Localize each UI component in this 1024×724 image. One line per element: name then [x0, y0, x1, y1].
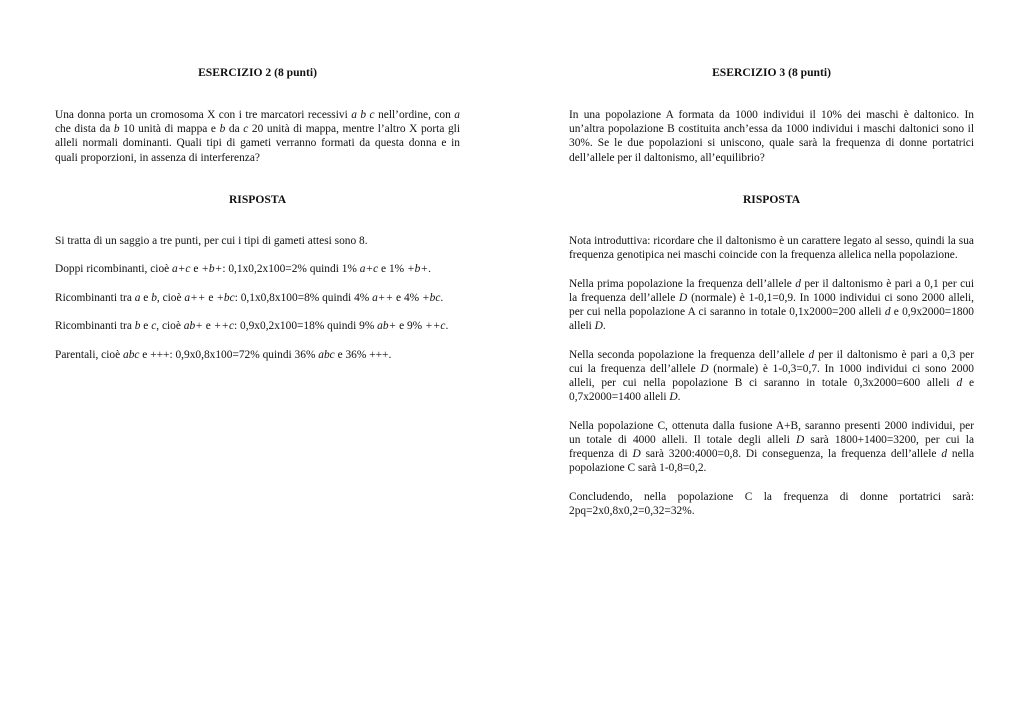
italic-term: a: [454, 109, 460, 121]
exercise-3-question: [569, 108, 974, 165]
exercise-3-heading: ESERCIZIO 3 (8 punti): [712, 66, 831, 79]
italic-term: D: [796, 433, 805, 446]
italic-term: d: [795, 277, 801, 290]
exercise-2-answer-p4: Ricombinanti tra b e c, cioè ab+ e ++c: 0,9x0,2x100=18% quindi 9% ab+ e 9% ++c.: [55, 320, 449, 333]
italic-term: ++c: [425, 320, 446, 333]
exercise-3-answer-p4: Nella popolazione C, ottenuta dalla fusione A+B, saranno presenti 2000 individui, per un totale di 4000 alleli. Il totale degli alleli D sarà 1800+1400=3200, per cui la frequenza di D sarà 3200:4000=0,8. Di conseguenza, la frequenza dell’allele d nella popolazione C sarà 1-0,8=0,2.: [569, 419, 975, 475]
exercise-3-answer-heading: RISPOSTA: [742, 193, 801, 206]
italic-term: +b+: [406, 263, 429, 276]
exercise-2-answer: [55, 234, 460, 362]
exercise-3-answer-p2: Nella prima popolazione la frequenza dell’allele d per il daltonismo è pari a 0,1 per cui la frequenza dell’allele D (normale) è 1-0,1=0,9. In 1000 individui ci sono 2000 alleli, per cui nella popolazione A ci saranno in totale 0,1x2000=200 alleli d e 0,9x2000=1800 alleli D.: [569, 277, 974, 333]
exercise-3-question-text: In una popolazione A formata da 1000 individui il 10% dei maschi è daltonico. In un’altra popolazione B costituita anch’essa da 1000 individui i maschi daltonici sono il 30%. Se le due popolazioni si uniscono, quale sarà la frequenza di donne portatrici dell’allele per il daltonismo, all’equilibrio?: [569, 109, 974, 164]
italic-term: c: [243, 123, 249, 136]
exercise-2-question: [55, 108, 460, 165]
italic-term: ab+: [183, 320, 203, 333]
italic-term: b: [151, 291, 157, 304]
italic-term: a: [134, 291, 141, 304]
italic-term: b: [113, 123, 120, 136]
italic-term: c: [151, 320, 157, 333]
italic-term: D: [669, 391, 678, 404]
italic-term: +bc: [216, 291, 235, 304]
exercise-2-heading: ESERCIZIO 2 (8 punti): [198, 66, 317, 79]
italic-term: a b c: [351, 109, 375, 121]
italic-term: abc: [318, 348, 335, 361]
italic-term: ab+: [377, 320, 397, 333]
exercise-2-answer-heading: RISPOSTA: [228, 193, 287, 206]
exercise-3-answer-p3: Nella seconda popolazione la frequenza dell’allele d per il daltonismo è pari a 0,3 per cui la frequenza dell’allele D (normale) è 1-0,3=0,7. In 1000 individui ci sono 2000 alleli, per cui nella popolazione B ci saranno in totale 0,3x2000=600 alleli d e 0,7x2000=1400 alleli D.: [569, 348, 975, 404]
italic-term: b: [134, 320, 141, 333]
exercise-2-answer-p2: Doppi ricombinanti, cioè a+c e +b+: 0,1x0,2x100=2% quindi 1% a+c e 1% +b+.: [55, 263, 431, 276]
exercise-2-answer-p1: Si tratta di un saggio a tre punti, per cui i tipi di gameti attesi sono 8.: [55, 235, 368, 247]
italic-term: d: [941, 448, 948, 460]
italic-term: +b+: [201, 263, 223, 276]
exercise-2-answer-p5: Parentali, cioè abc e +++: 0,9x0,8x100=72% quindi 36% abc e 36% +++.: [55, 348, 392, 361]
italic-term: abc: [123, 348, 140, 361]
italic-term: D: [632, 448, 641, 460]
italic-term: D: [679, 291, 688, 304]
italic-term: D: [594, 320, 603, 333]
exercise-3-answer-p5: Concludendo, nella popolazione C la frequenza di donne portatrici sarà: 2pq=2x0,8x0,2=0,32=32%.: [569, 490, 974, 517]
italic-term: a+c: [172, 263, 191, 276]
italic-term: a++: [372, 291, 394, 304]
italic-term: D: [700, 362, 709, 375]
exercise-3-answer: [569, 234, 974, 518]
italic-term: a+c: [359, 263, 379, 276]
italic-term: d: [884, 306, 891, 318]
italic-term: d: [956, 377, 963, 389]
italic-term: ++c: [213, 320, 235, 333]
italic-term: b: [219, 123, 226, 136]
exercise-3-answer-p1: Nota introduttiva: ricordare che il daltonismo è un carattere legato al sesso, quindi la sua frequenza genotipica nei maschi coincide con la frequenza allelica nella popolazione.: [569, 235, 974, 262]
italic-term: +bc: [421, 291, 441, 304]
exercise-2-question-text: Una donna porta un cromosoma X con i tre marcatori recessivi a b c nell’ordine, con a che dista da b 10 unità di mappa e b da c 20 unità di mappa, mentre l’altro X porta gli alleli normali dominanti. Quali tipi di gameti verranno formati da questa donna e in quali proporzioni, in assenza di interferenza?: [55, 109, 460, 164]
italic-term: a++: [184, 291, 206, 304]
exercise-2-answer-p3: Ricombinanti tra a e b, cioè a++ e +bc: 0,1x0,8x100=8% quindi 4% a++ e 4% +bc.: [55, 291, 444, 304]
italic-term: d: [808, 348, 815, 361]
